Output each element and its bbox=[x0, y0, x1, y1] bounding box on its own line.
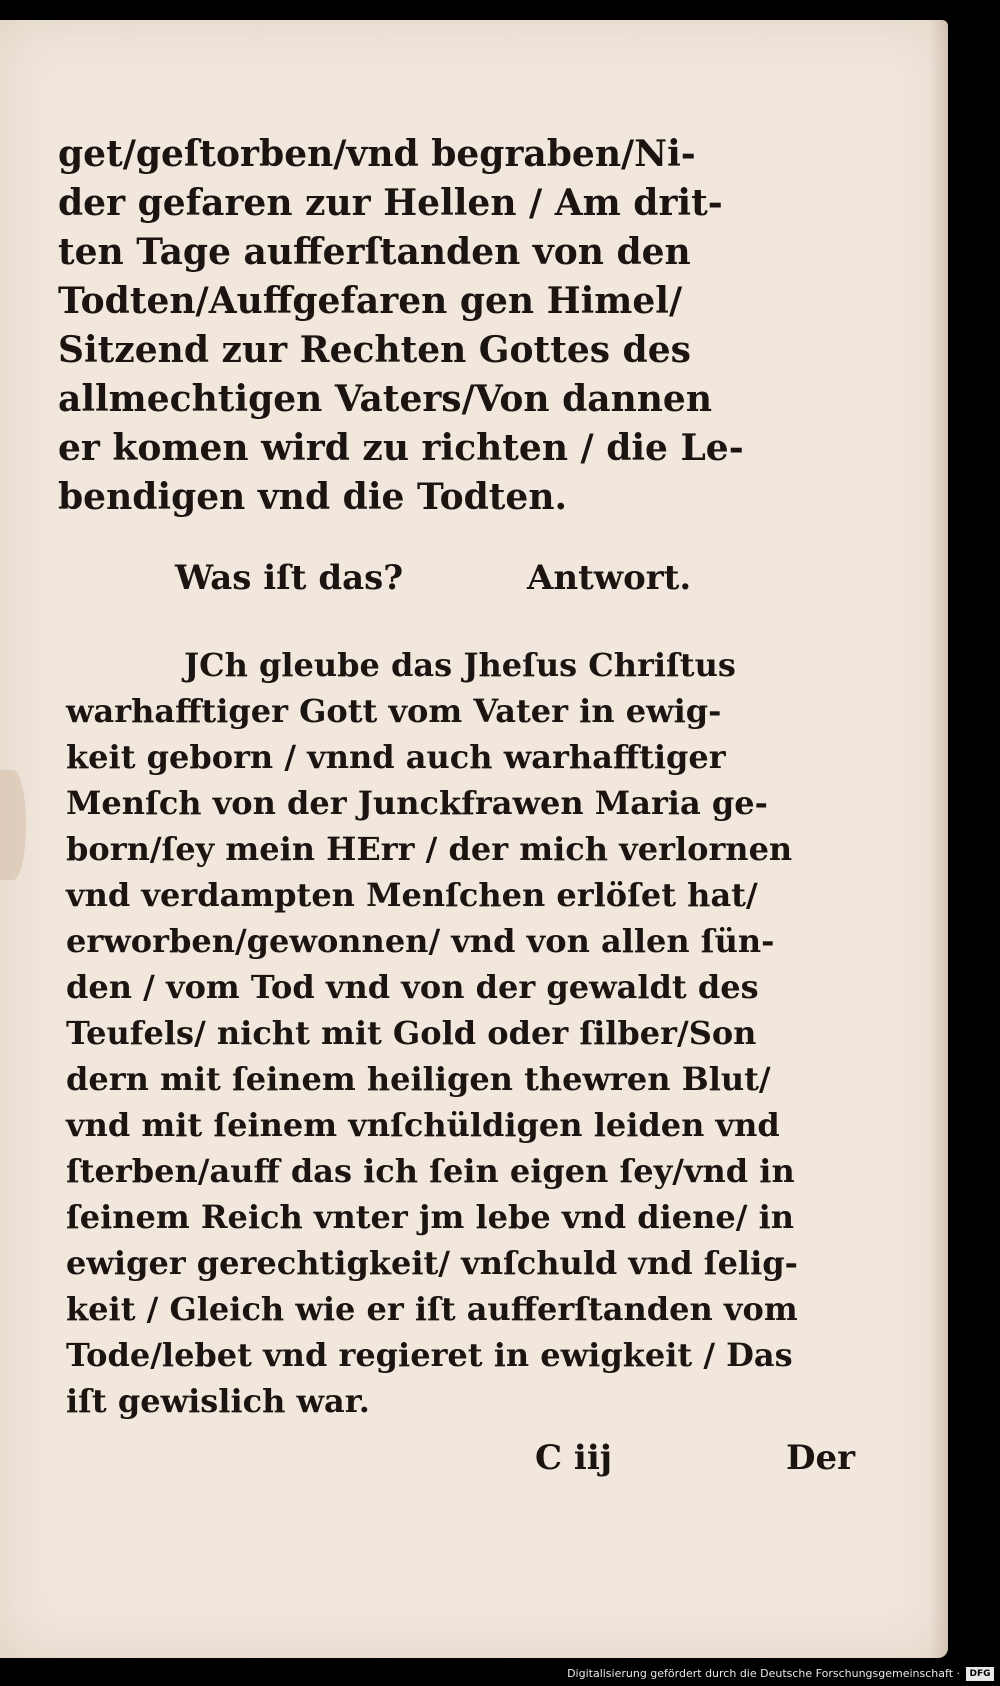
credit-text: Digitalisierung gefördert durch die Deutsche Forschungsgemeinschaft · bbox=[567, 1667, 960, 1680]
creed-text-block bbox=[58, 130, 838, 522]
explanation-line: keit geborn / vnnd auch warhafftiger bbox=[66, 738, 726, 776]
creed-line: get/geſtorben/vnd begraben/Ni- bbox=[58, 133, 696, 175]
explanation-text-block bbox=[66, 642, 866, 1424]
explanation-line: vnd mit ſeinem vnſchüldigen leiden vnd bbox=[66, 1106, 780, 1144]
creed-line: allmechtigen Vaters/Von dannen bbox=[58, 378, 712, 420]
explanation-line: ſterben/auff das ich ſein eigen ſey/vnd in bbox=[66, 1152, 795, 1190]
creed-line: der gefaren zur Hellen / Am drit- bbox=[58, 182, 723, 224]
dfg-logo: DFG bbox=[966, 1667, 994, 1681]
explanation-line: Menſch von der Junckfrawen Maria ge- bbox=[66, 784, 768, 822]
answer-label: Antwort. bbox=[527, 558, 692, 598]
explanation-line: keit / Gleich wie er iſt aufferſtanden vom bbox=[66, 1290, 798, 1328]
explanation-line: vnd verdampten Menſchen erlöſet hat/ bbox=[66, 876, 758, 914]
creed-line: bendigen vnd die Todten. bbox=[58, 476, 568, 518]
explanation-line: dern mit ſeinem heiligen thewren Blut/ bbox=[66, 1060, 771, 1098]
explanation-line: born/ſey mein HErr / der mich verlornen bbox=[66, 830, 793, 868]
catchword: Der bbox=[785, 1438, 855, 1478]
explanation-line: den / vom Tod vnd von der gewaldt des bbox=[66, 968, 759, 1006]
signature-mark: C iij bbox=[535, 1438, 613, 1478]
creed-line: ten Tage aufferſtanden von den bbox=[58, 231, 691, 273]
explanation-line: erworben/gewonnen/ vnd von allen ſün- bbox=[66, 922, 775, 960]
creed-line: Sitzend zur Rechten Gottes des bbox=[58, 329, 691, 371]
explanation-line: Teufels/ nicht mit Gold oder ſilber/Son bbox=[66, 1014, 757, 1052]
book-page bbox=[0, 20, 948, 1658]
creed-line: Todten/Auffgefaren gen Himel/ bbox=[58, 280, 683, 322]
paper-stain bbox=[0, 770, 26, 880]
page-footer bbox=[535, 1438, 855, 1488]
explanation-line: ewiger gerechtigkeit/ vnſchuld vnd ſelig- bbox=[66, 1244, 798, 1282]
page-edge bbox=[930, 20, 948, 1658]
explanation-line: ſeinem Reich vnter jm lebe vnd diene/ in bbox=[66, 1198, 795, 1236]
explanation-line: JCh gleube das Jheſus Chriſtus bbox=[184, 646, 736, 684]
explanation-line: iſt gewislich war. bbox=[66, 1382, 370, 1420]
explanation-line: Tode/lebet vnd regieret in ewigkeit / Das bbox=[66, 1336, 793, 1374]
explanation-line: warhafftiger Gott vom Vater in ewig- bbox=[66, 692, 722, 730]
credit-bar bbox=[0, 1660, 1000, 1686]
creed-line: er komen wird zu richten / die Le- bbox=[58, 427, 744, 469]
question-heading bbox=[175, 558, 735, 598]
question-text: Was iſt das? bbox=[175, 558, 404, 598]
